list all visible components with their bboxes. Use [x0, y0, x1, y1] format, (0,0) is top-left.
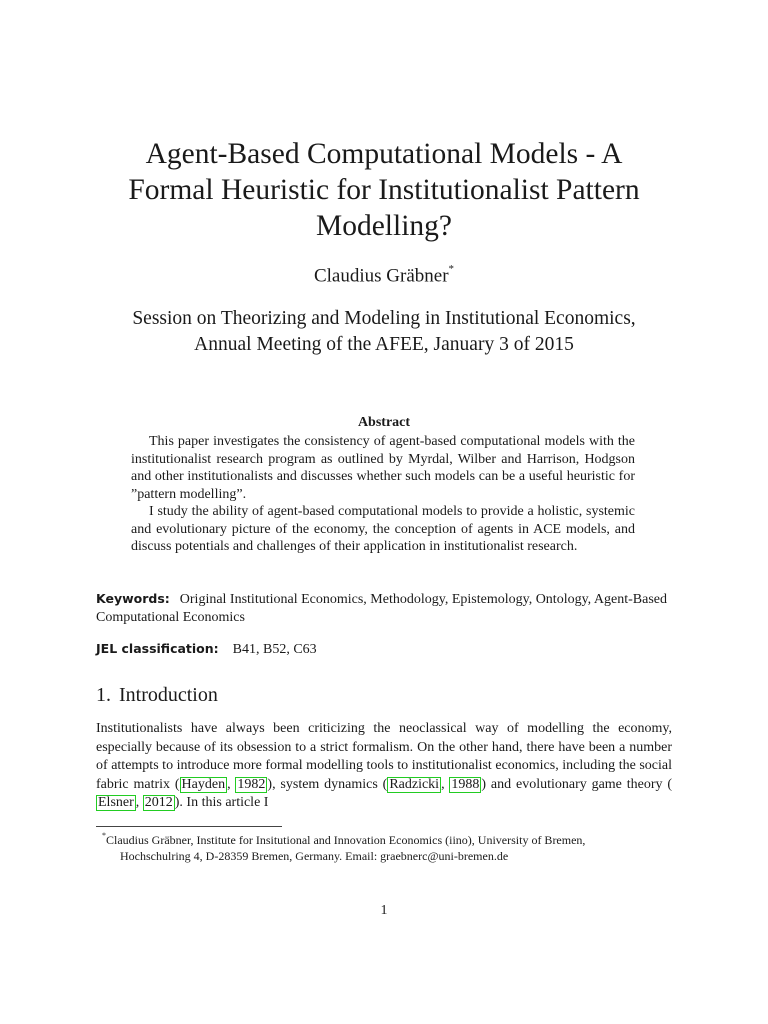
intro-text-3: ) and evolutionary game theory ( — [481, 776, 672, 792]
abstract-heading: Abstract — [357, 415, 411, 430]
section-title: Introduction — [119, 684, 218, 706]
intro-text-4: ). In this article I — [174, 795, 269, 810]
session-line-1: Session on Theorizing and Modeling in Institutional Economics, — [132, 308, 636, 329]
section-heading — [96, 684, 218, 707]
paper-title — [80, 136, 688, 244]
footnote — [96, 829, 672, 864]
citation-elsner-year[interactable]: 2012 — [144, 795, 173, 810]
intro-text-2: ), system dynamics ( — [267, 776, 388, 792]
citation-hayden-year[interactable]: 1982 — [237, 776, 266, 792]
intro-text-1: Institutionalists have always been criticizing the neoclassical way of modelling the economy, especially because of its obsession to a strict formalism. On the other hand, there have been a number of attempts to introduce more formal modelling tools to institutionalist economics, including the social fabric matrix ( — [96, 721, 672, 792]
citation-elsner-author[interactable]: Elsner — [98, 795, 134, 810]
citation-hayden-author[interactable]: Hayden — [181, 776, 226, 792]
section-number: 1. — [96, 684, 111, 706]
abstract-paragraph-1: This paper investigates the consistency of agent-based computational models with the institutionalist research program as outlined by Myrdal, Wilber and Harrison, Hodgson and other institutionalists and discusses whether such models can be a useful heuristic for ”pattern modelling”. — [131, 434, 635, 502]
keywords-label: Keywords: — [96, 591, 170, 606]
abstract-paragraph-2: I study the ability of agent-based computational models to provide a holistic, systemic and evolutionary picture of the economy, the conception of agents in ACE models, and discuss potentials and challenges of their application in institutionalist research. — [131, 504, 635, 554]
title-line-1: Agent-Based Computational Models - A — [145, 138, 623, 170]
title-line-2: Formal Heuristic for Institutionalist Pattern — [128, 174, 640, 206]
abstract-body — [131, 433, 635, 556]
author — [80, 265, 688, 287]
keywords-text: Original Institutional Economics, Methodology, Epistemology, Ontology, Agent-Based Computational Economics — [96, 592, 667, 625]
jel-classification — [96, 641, 676, 658]
page-number: 1 — [380, 903, 388, 918]
session-line-2: Annual Meeting of the AFEE, January 3 of 2015 — [194, 334, 574, 355]
intro-paragraph: Institutionalists have always been criticizing the neoclassical way of modelling the economy, especially because of its obsession to a strict formalism. On the other hand, there have been a number of attempts to introduce more formal modelling tools to institutionalist economics, including the social fabric matrix ( Hayden , 1982 ), system dynamics ( Radzicki , 1988 ) and evolutionary game theory (Elsner , 2012 ). In this article I — [96, 721, 672, 810]
jel-codes: B41, B52, C63 — [232, 642, 317, 657]
footnote-mark: * — [102, 831, 106, 840]
title-line-3: Modelling? — [315, 210, 452, 242]
footnote-line-2: Hochschulring 4, D-28359 Bremen, Germany. Email: graebnerc@uni-bremen.de — [120, 848, 509, 863]
citation-radzicki-author[interactable]: Radzicki — [389, 776, 440, 792]
jel-label: JEL classification: — [96, 641, 219, 656]
footnote-rule — [96, 826, 282, 827]
keywords — [96, 590, 676, 627]
footnote-line-1: Claudius Gräbner, Institute for Insitutional and Innovation Economics (iino), University of Bremen, — [106, 833, 586, 847]
author-footnote-mark[interactable]: * — [448, 263, 455, 275]
author-name: Claudius Gräbner — [313, 265, 449, 287]
citation-radzicki-year[interactable]: 1988 — [451, 776, 480, 792]
session-info — [60, 306, 708, 358]
